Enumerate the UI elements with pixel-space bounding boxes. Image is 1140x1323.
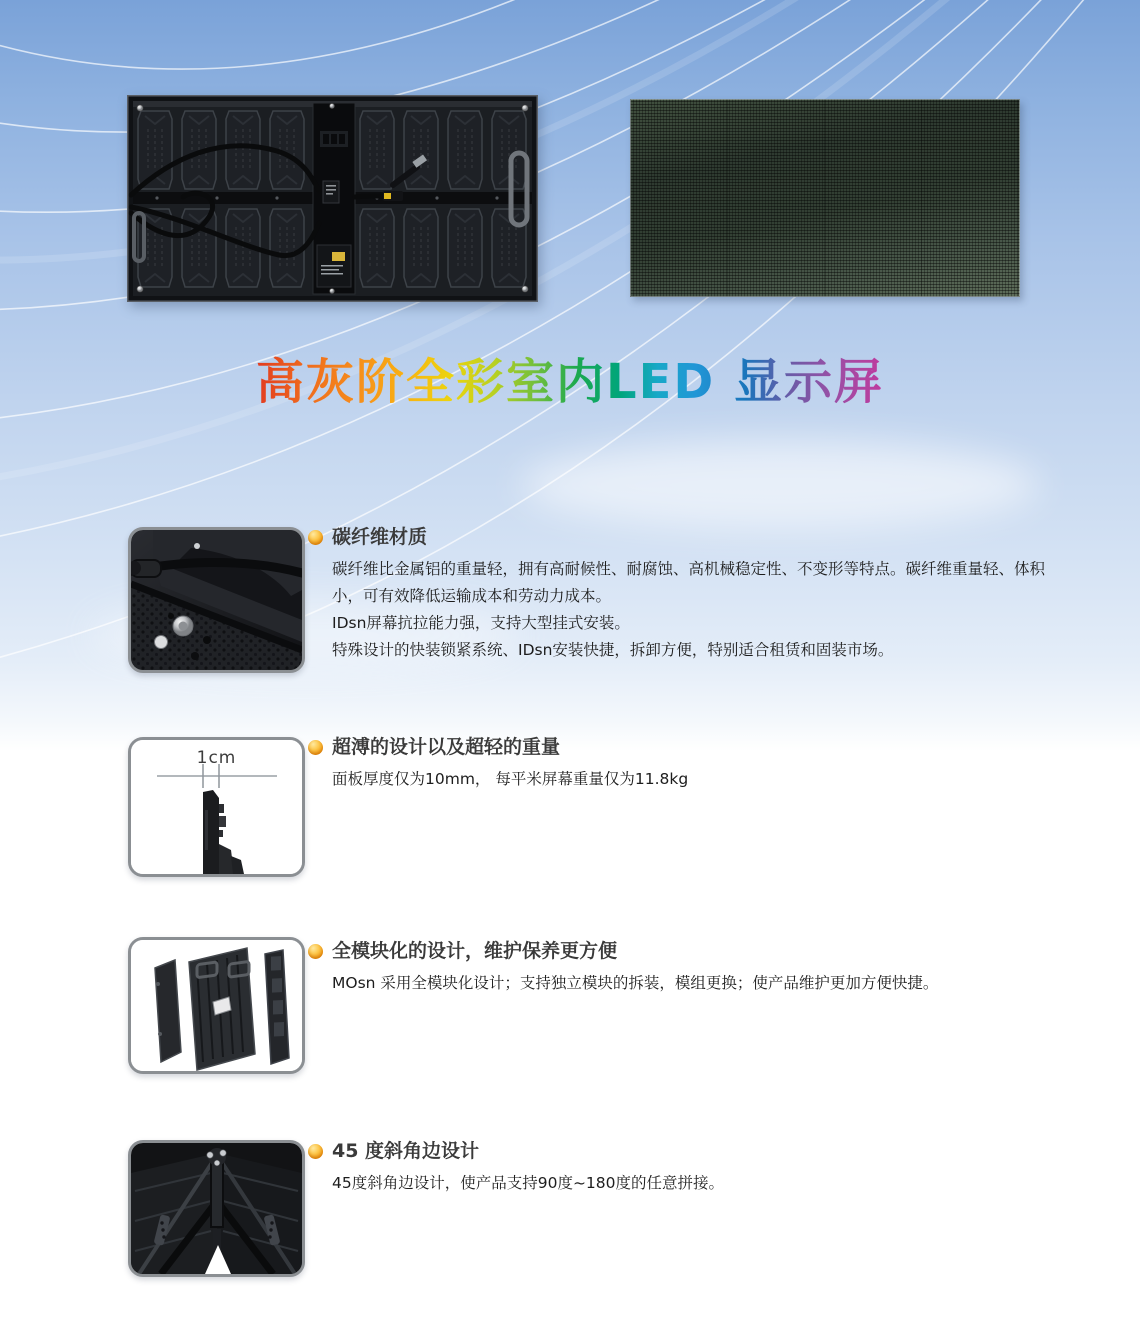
bullet-icon (308, 530, 323, 545)
carbon-fiber-thumbnail (128, 527, 305, 673)
bullet-icon (308, 740, 323, 755)
bullet-icon (308, 944, 323, 959)
feature-title: 碳纤维材质 (332, 526, 428, 548)
cloud-decoration (520, 440, 1040, 530)
feature-carbon-fiber (308, 526, 1068, 664)
led-panel-back-image (127, 95, 538, 302)
page-title: 高灰阶全彩室内LED 显示屏 (256, 354, 884, 410)
feature-modular (308, 940, 1068, 997)
feature-title: 全模块化的设计，维护保养更方便 (332, 940, 618, 962)
thickness-label: 1cm (196, 748, 237, 768)
feature-line: MOsn 采用全模块化设计；支持独立模块的拆装，模组更换；使产品维护更加方便快捷。 (332, 974, 939, 992)
bullet-icon (308, 1144, 323, 1159)
led-panel-front-image (630, 99, 1020, 297)
feature-title: 45 度斜角边设计 (332, 1140, 480, 1162)
feature-line: 碳纤维比金属铝的重量轻，拥有高耐候性、耐腐蚀、高机械稳定性、不变形等特点。碳纤维重量轻、体积 (332, 560, 1046, 578)
modular-thumbnail (128, 937, 305, 1074)
feature-line: 45度斜角边设计，使产品支持90度~180度的任意拼接。 (332, 1174, 725, 1192)
feature-bevel (308, 1140, 1068, 1197)
feature-line: IDsn屏幕抗拉能力强，支持大型挂式安装。 (332, 614, 630, 632)
feature-title: 超溥的设计以及超轻的重量 (332, 736, 561, 758)
feature-line: 小，可有效降低运输成本和劳动力成本。 (332, 587, 612, 605)
feature-line: 面板厚度仅为10mm， 每平米屏幕重量仅为11.8kg (332, 770, 689, 788)
feature-thin-light (308, 736, 1068, 793)
thickness-thumbnail (128, 737, 305, 877)
feature-line: 特殊设计的快装锁紧系统、IDsn安装快捷，拆卸方便，特别适合租赁和固装市场。 (332, 641, 894, 659)
bevel-thumbnail (128, 1140, 305, 1277)
